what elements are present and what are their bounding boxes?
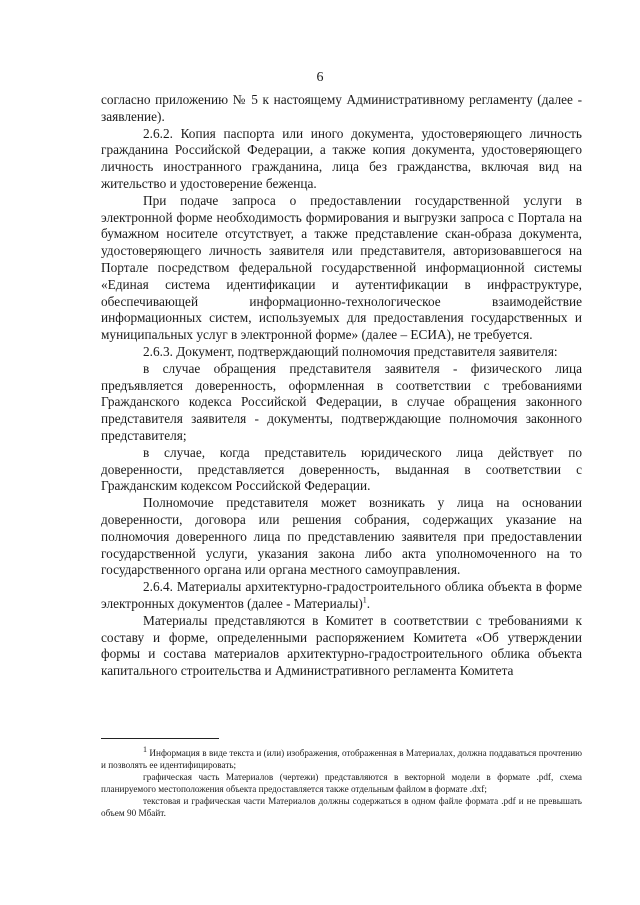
footnote-reference: 1 [362,595,367,605]
footnote: текстовая и графическая части Материалов должны содержаться в одном файле формата .pdf и не превышать объем 90 Мбайт. [101,796,582,819]
document-body [101,92,582,680]
footnote [101,744,582,771]
paragraph: 2.6.2. Копия паспорта или иного документа, удостоверяющего личность гражданина Российской Федерации, а также копия документа, удостоверяющего личность иностранного гражданина, лица без гражданства, включая вид на жительство и удостоверение беженца. [101,125,582,191]
footnote: графическая часть Материалов (чертежи) представляются в векторной модели в формате .pdf, схема планируемого местоположения объекта предоставляется также отдельным файлом в формате .dxf; [101,772,582,795]
footnote-divider [101,738,219,739]
paragraph: согласно приложению № 5 к настоящему Административному регламенту (далее - заявление). [101,92,582,124]
paragraph-text: 2.6.4. Материалы архитектурно-градостроительного облика объекта в форме электронных документов (далее - Материалы) [101,579,582,611]
footnotes [101,738,582,820]
paragraph-with-footnote: 2.6.4. Материалы архитектурно-градостроительного облика объекта в форме электронных документов (далее - Материалы)$^1$. [101,579,582,611]
page-number: 6 [316,70,324,85]
paragraph: Полномочие представителя может возникать у лица на основании доверенности, договора или решения собрания, содержащих указание на полномочия доверенного лица по представлению заявителя при предоставлении государственной услуги, указания закона либо акта уполномоченного на то государственного органа или органа местного самоуправления. [101,495,582,578]
paragraph: 2.6.3. Документ, подтверждающий полномочия представителя заявителя: [143,343,558,359]
footnote-marker: 1 [143,744,147,754]
paragraph: Материалы представляются в Комитет в соответствии с требованиями к составу и форме, определенными распоряжением Комитета «Об утверждении формы и состава материалов архитектурно-градостроительного облика объекта капитального строительства и Административного регламента Комитета [101,612,582,679]
paragraph: в случае, когда представитель юридического лица действует по доверенности, представляется доверенность, выданная в соответствии с Гражданским кодексом Российской Федерации. [101,444,582,494]
paragraph: в случае обращения представителя заявителя - физического лица предъявляется доверенность, оформленная в соответствии с требованиями Гражданского кодекса Российской Федерации, в случае обращения законного представителя заявителя - документы, подтверждающие полномочия законного представителя; [101,360,582,443]
footnote-text: Информация в виде текста и (или) изображения, отображенная в Материалах, должна поддаваться прочтению и позволять ее идентифицировать; [101,748,582,771]
paragraph: При подаче запроса о предоставлении государственной услуги в электронной форме необходимость формирования и выгрузки запроса с Портала на бумажном носителе отсутствует, а также представление скан-образа документа, удостоверяющего личность заявителя или представителя, авторизовавшегося на Портале посредством федеральной государственной информационной системы «Единая система идентификации и аутентификации в инфраструктуре, обеспечивающей информационно-технологическое взаимодействие информационных систем, используемых для предоставления государственных и муниципальных услуг в электронной форме» (далее – ЕСИА), не требуется. [101,192,582,343]
